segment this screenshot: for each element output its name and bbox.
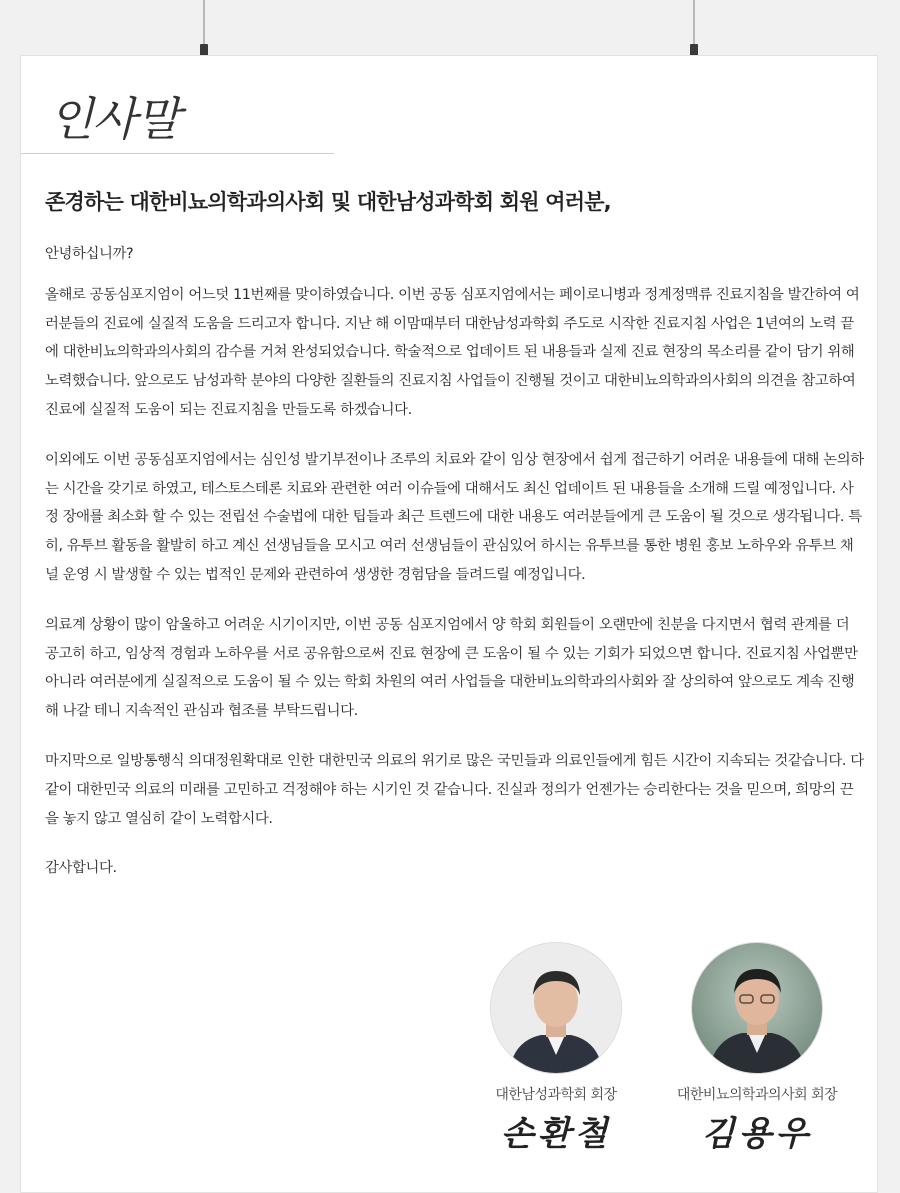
hanger-wire-right: [693, 0, 695, 44]
salutation-heading: 존경하는 대한비뇨의학과의사회 및 대한남성과학회 회원 여러분,: [45, 190, 611, 214]
signature-block-1: [471, 942, 641, 1155]
paragraph-4: 마지막으로 일방통행식 의대정원확대로 인한 대한민국 의료의 위기로 많은 국민들과 의료인들에게 힘든 시간이 지속되는 것같습니다. 다같이 대한민국 의료의 미래를 고민하고 걱정해야 하는 시기인 것 같습니다. 진실과 정의가 언젠가는 승리한다는 것을 믿으며, 희망의 끈을 놓지 않고 열심히 같이 노력합시다.: [45, 752, 864, 827]
signature-block-2: [657, 942, 857, 1155]
greeting-line: 안녕하십니까?: [45, 246, 134, 262]
portrait-icon: [692, 943, 822, 1073]
closing-line: 감사합니다.: [45, 860, 117, 877]
paragraph-2: 이외에도 이번 공동심포지엄에서는 심인성 발기부전이나 조루의 치료와 같이 임상 현장에서 쉽게 접근하기 어려운 내용들에 대해 논의하는 시간을 갖기로 하였고, 테스토스테론 치료와 관련한 여러 이슈들에 대해서도 최신 업데이트 된 내용들을 소개해 드릴 예정입니다. 사정 장애를 최소화 할 수 있는 전립선 수술법에 대한 팁들과 최근 트렌드에 대한 내용도 여러분들에게 큰 도움이 될 것으로 생각됩니다. 특히, 유투브 활동을 활발히 하고 계신 선생님들을 모시고 여러 선생님들이 관심있어 하시는 유투브를 통한 병원 홍보 노하우와 유투브 채널 운영 시 발생할 수 있는 법적인 문제와 관련하여 생생한 경험담을 들려드릴 예정입니다.: [45, 451, 864, 583]
portrait-photo-2: [691, 942, 823, 1074]
letter-body: [45, 240, 865, 883]
portrait-icon: [491, 943, 621, 1073]
title-block: [49, 92, 180, 146]
greeting-card: [20, 55, 878, 1193]
portrait-photo-1: [490, 942, 622, 1074]
signature-name-1: 손환철: [500, 1114, 612, 1154]
paragraph-3: 의료계 상황이 많이 암울하고 어려운 시기이지만, 이번 공동 심포지엄에서 양 학회 회원들이 오랜만에 친분을 다지면서 협력 관계를 더 공고히 하고, 임상적 경험과 노하우를 서로 공유함으로써 진료 현장에 큰 도움이 될 수 있는 기회가 되었으면 합니다. 진료지침 사업뿐만 아니라 여러분에게 실질적으로 도움이 될 수 있는 학회 차원의 여러 사업들을 대한비뇨의학과의사회와 잘 상의하여 앞으로도 계속 진행해 나갈 테니 지속적인 관심과 협조를 부탁드립니다.: [45, 616, 858, 720]
hanger-wire-left: [203, 0, 205, 44]
signature-name-2: 김용우: [701, 1114, 813, 1154]
signature-role-2: 대한비뇨의학과의사회 회장: [676, 1087, 838, 1103]
page-title: 인사말: [49, 92, 180, 146]
signature-role-1: 대한남성과학회 회장: [495, 1087, 617, 1103]
title-divider: [21, 153, 334, 154]
paragraph-1: 올해로 공동심포지엄이 어느덧 11번째를 맞이하였습니다. 이번 공동 심포지엄에서는 페이로니병과 정계정맥류 진료지침을 발간하여 여러분들의 진료에 실질적 도움을 드리고자 합니다. 지난 해 이맘때부터 대한남성과학회 주도로 시작한 진료지침 사업은 1년여의 노력 끝에 대한비뇨의학과의사회의 감수를 거쳐 완성되었습니다. 학술적으로 업데이트 된 내용들과 실제 진료 현장의 목소리를 같이 담기 위해 노력했습니다. 앞으로도 남성과학 분야의 다양한 질환들의 진료지침 사업들이 진행될 것이고 대한비뇨의학과의사회의 의견을 참고하여 진료에 실질적 도움이 되는 진료지침을 만들도록 하겠습니다.: [45, 286, 860, 418]
